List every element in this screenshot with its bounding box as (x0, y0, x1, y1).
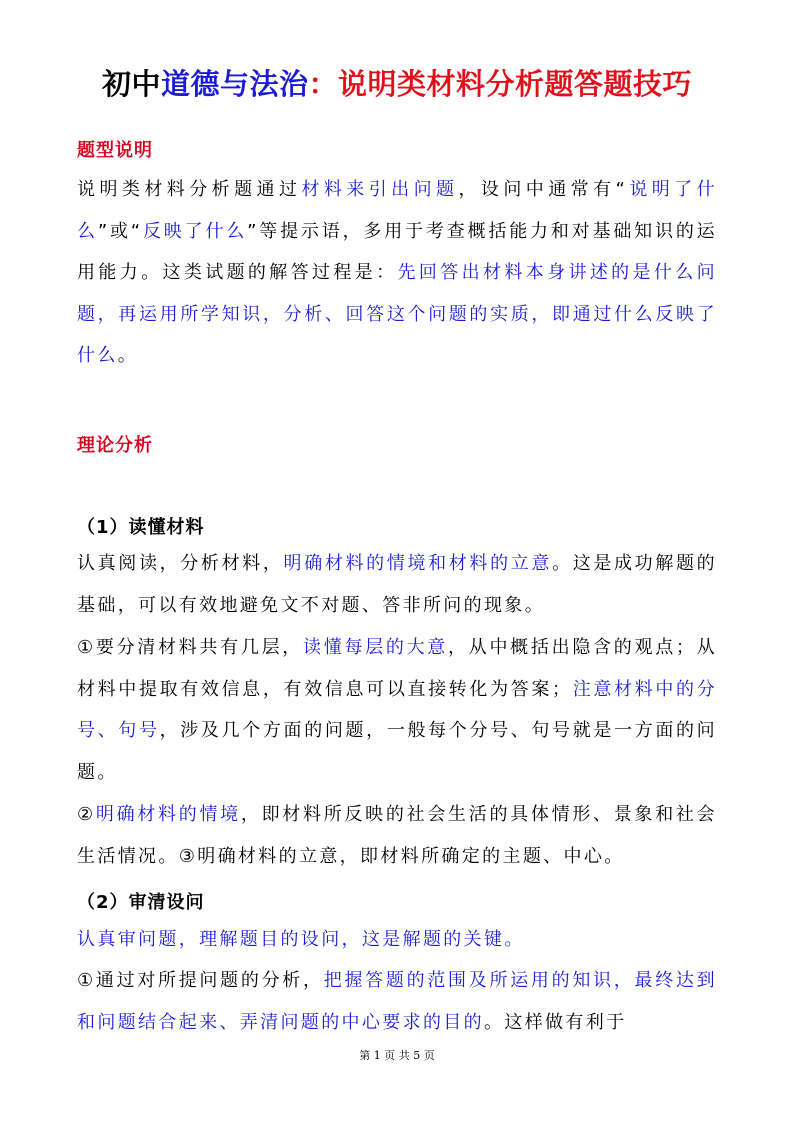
body-text: ”或“ (97, 220, 143, 242)
subheading-read-material: （1）读懂材料 (77, 517, 205, 538)
body-text: 。 (117, 345, 139, 366)
body-text: ，设问中通常有“ (458, 179, 628, 200)
body-text: 。这是成功解题的基础，可以有效地避免文不对题、答非所问的现象。 (77, 553, 717, 616)
highlight-text: 明确材料的情境 (95, 804, 241, 825)
body-text: ，涉及几个方面的问题，一般每个分号、句号就是一方面的问题。 (77, 720, 717, 783)
body-text: 说明类材料分析题通过 (77, 179, 302, 200)
section-heading-theory: 理论分析 (77, 435, 153, 456)
highlight-text: 把握答题的范围及所运用的知识，最终达到和问题结合起来、弄清问题的中心要求的目的 (77, 970, 717, 1033)
paragraph-material-layers (77, 627, 717, 793)
highlight-text: 材料来引出问题 (301, 179, 459, 200)
body-text: ①要分清材料共有几层， (77, 637, 304, 658)
body-text: ①通过对所提问题的分析， (77, 970, 324, 991)
page-title (0, 62, 794, 103)
highlight-text: 读懂每层的大意 (303, 637, 449, 658)
subheading-question-review: （2）审清设问 (77, 892, 205, 913)
body-text: ② (77, 804, 96, 825)
body-text: ”等提示语，多用于考查概括能力和对基础知识的运用能力。这类试题的解答过程是： (77, 220, 717, 283)
highlight-text: 说明了什么 (77, 179, 718, 242)
body-text: 。这样做有利于 (484, 1011, 627, 1033)
title-topic: ：说明类材料分析题答题技巧 (308, 67, 693, 101)
highlight-text: 认真审问题，理解题目的设问，这是解题的关键。 (77, 929, 525, 950)
paragraph-question-review (77, 919, 717, 961)
highlight-text: 明确材料的情境和材料的立意 (283, 553, 553, 574)
highlight-text: 反映了什么 (142, 220, 248, 242)
body-text: 认真阅读，分析材料， (77, 553, 284, 574)
body-text: ，从中概括出隐含的观点；从材料中提取有效信息，有效信息可以直接转化为答案； (77, 637, 717, 700)
paragraph-read-material (77, 543, 717, 626)
page-footer: 第 1 页 共 5 页 (359, 1049, 435, 1062)
body-text: ，即材料所反映的社会生活的具体情形、景象和社会生活情况。③明确材料的立意，即材料所确定的主题、中心。 (77, 804, 717, 867)
highlight-text: 注意材料中的分号、句号 (77, 678, 717, 741)
section-heading-question-type: 题型说明 (77, 140, 153, 161)
title-subject: 道德与法治 (160, 67, 309, 101)
paragraph-question-type (77, 169, 717, 377)
title-prefix: 初中 (101, 67, 161, 101)
paragraph-material-context (77, 794, 717, 877)
highlight-text: 先回答出材料本身讲述的是什么问题，再运用所学知识，分析、回答这个问题的实质，即通过什么反映了什么 (77, 262, 718, 366)
paragraph-question-analysis (77, 960, 717, 1043)
